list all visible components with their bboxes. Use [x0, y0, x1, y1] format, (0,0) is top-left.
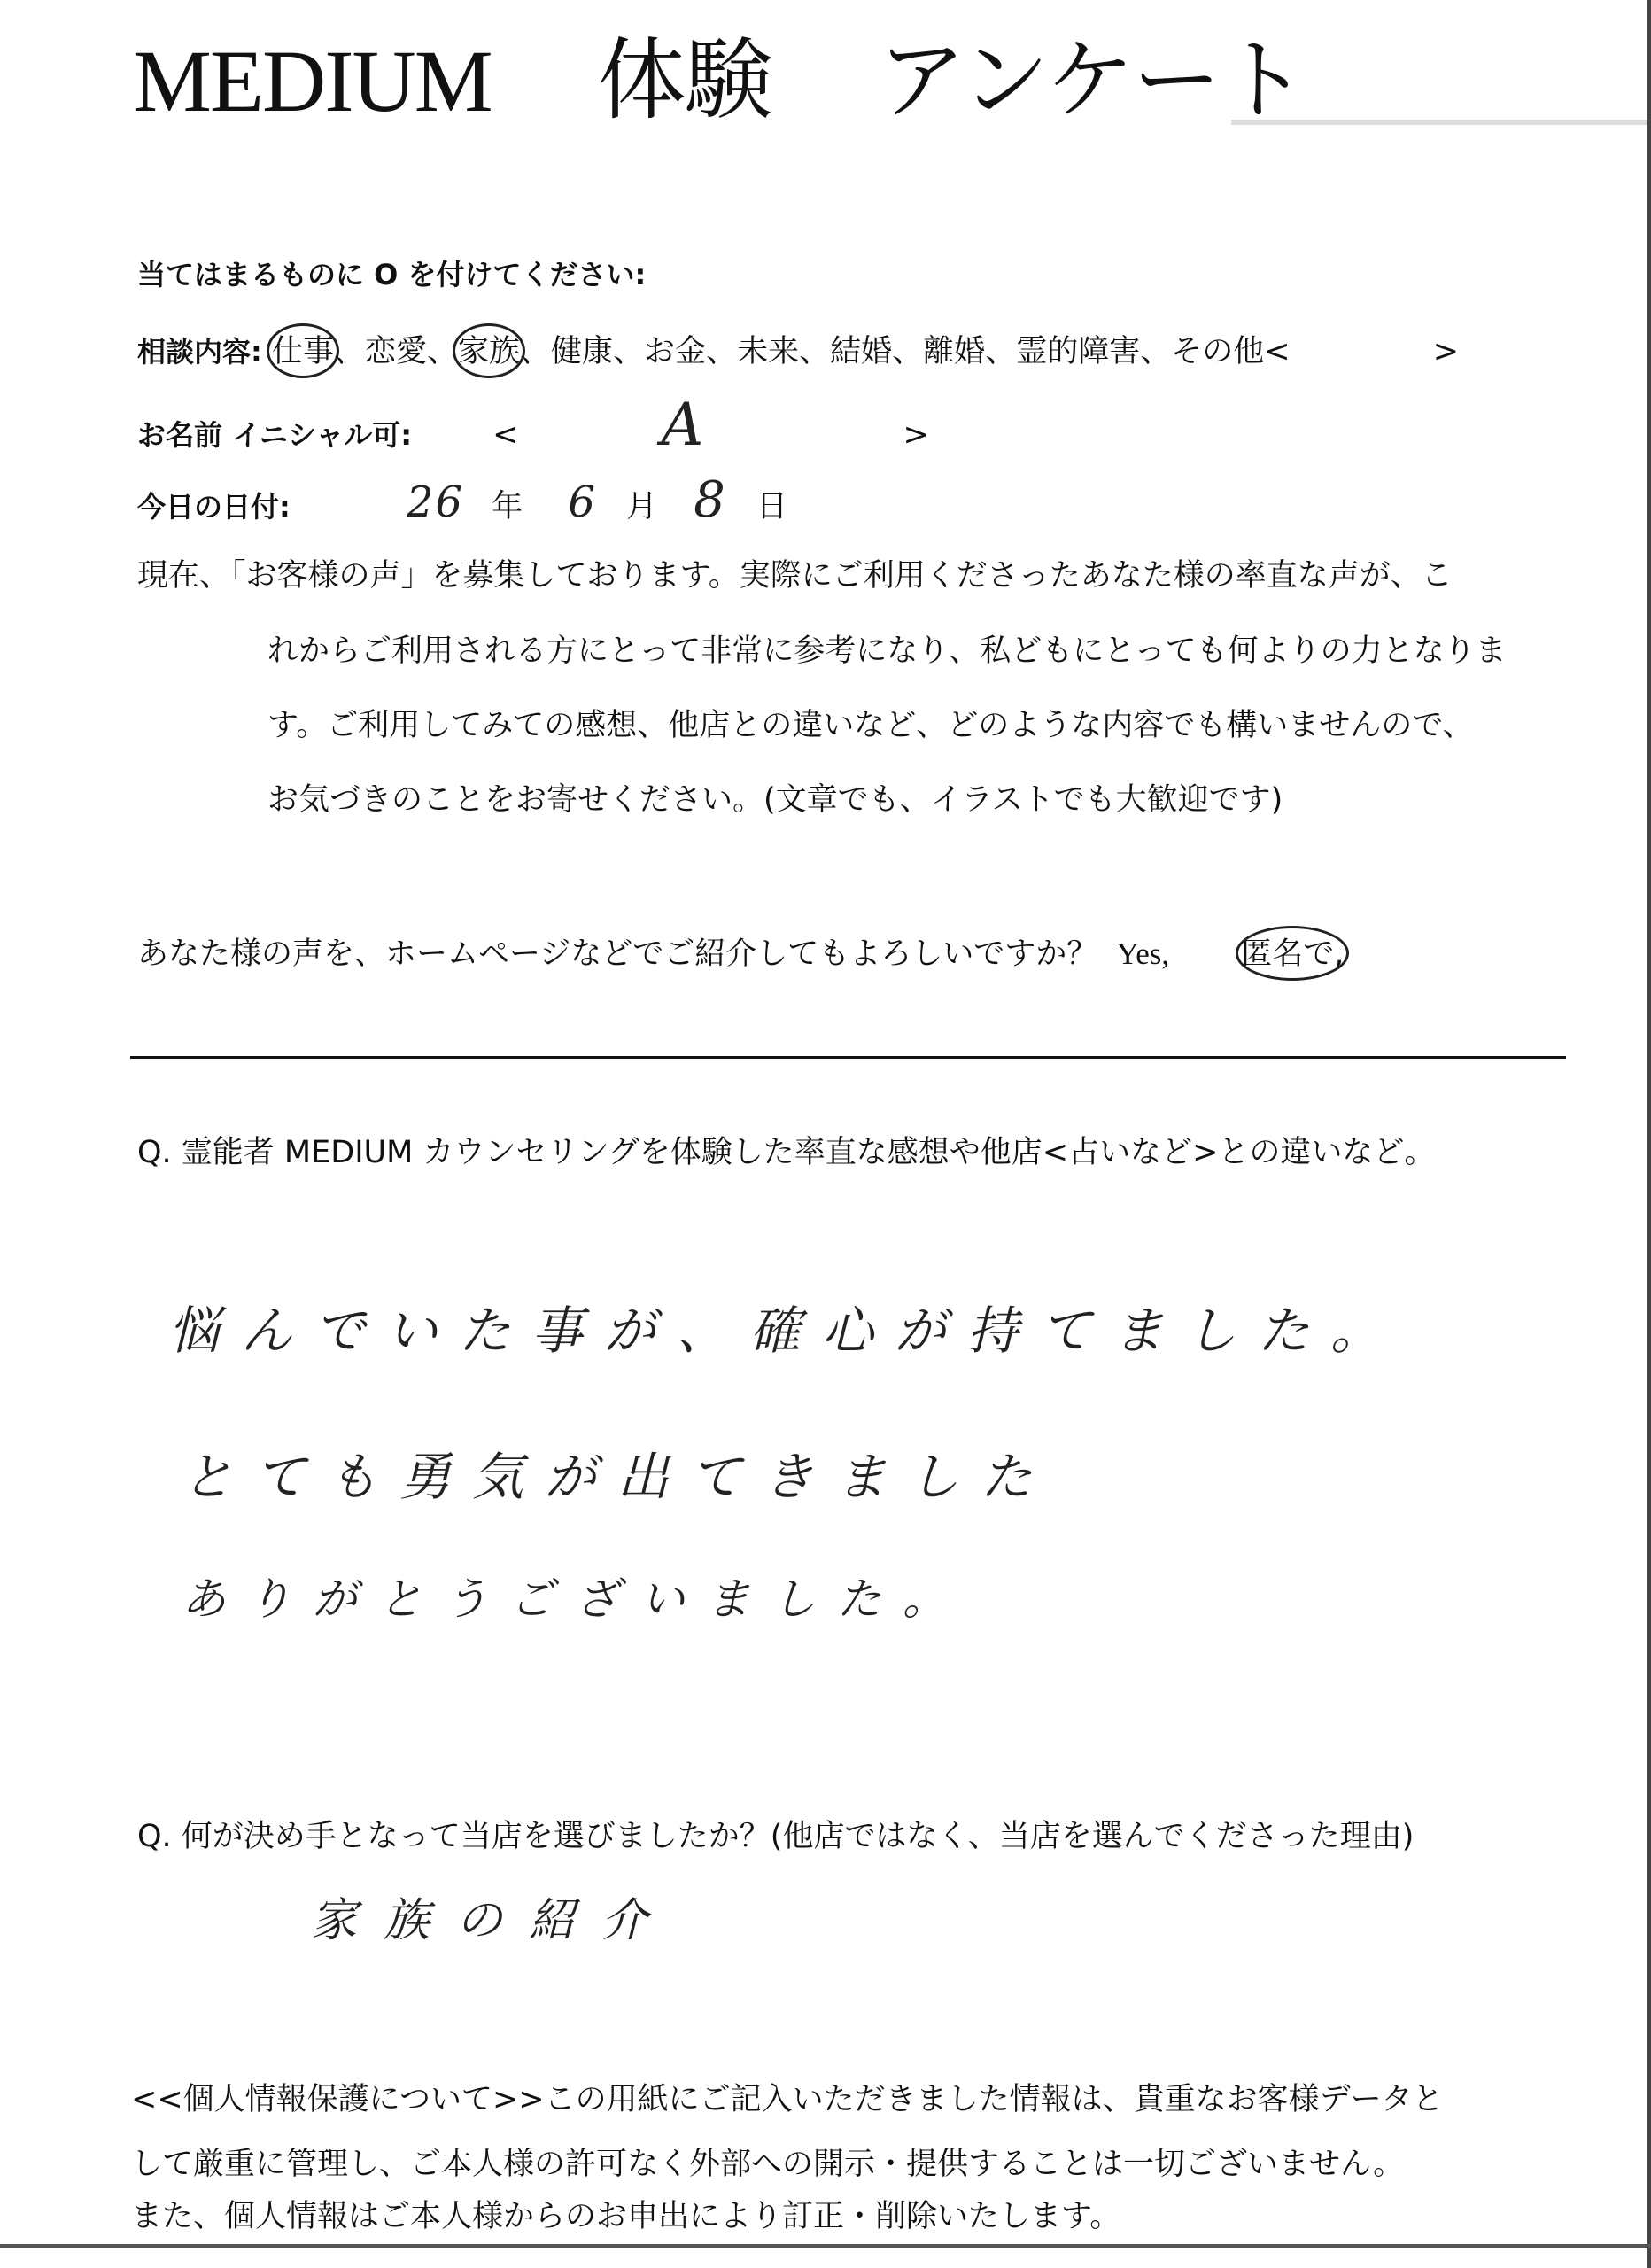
date-month: 6 [568, 478, 616, 527]
consultation-option[interactable]: 家族 [458, 334, 521, 369]
date-day-unit: 日 [756, 489, 787, 524]
consultation-option[interactable]: お金 [644, 334, 707, 369]
instructions: 当てはまるものに O を付けてください: [137, 258, 647, 291]
separator: 、 [333, 334, 365, 369]
scan-edge-bottom [0, 2244, 1651, 2248]
q2-answer: 家族の紹介 [311, 1894, 675, 1947]
date-row [137, 471, 787, 529]
separator: 、 [985, 334, 1017, 369]
consultation-label: 相談内容: [137, 335, 262, 369]
name-open: < [492, 417, 519, 453]
separator: 、 [799, 334, 831, 369]
separator: 、 [427, 334, 459, 369]
q1-answer-line: 悩んでいた事が、確心が持てました。 [168, 1301, 1404, 1361]
name-label: お名前 イニシャル可: [137, 418, 413, 452]
date-day: 8 [694, 471, 747, 529]
q1-answer-line: とても勇気が出てきました [182, 1447, 1054, 1507]
consultation-option[interactable]: 霊的障害 [1016, 334, 1141, 369]
page-title [133, 9, 1413, 136]
title-word2: アンケート [877, 32, 1306, 130]
consultation-option[interactable]: 結婚 [830, 334, 893, 369]
intro-line: お気づきのことをお寄せください。(文章でも、イラストでも大歓迎です) [267, 782, 1283, 818]
separator: 、 [1140, 334, 1172, 369]
privacy-line: また、個人情報はご本人様からのお申出により訂正・削除いたします。 [131, 2199, 1121, 2234]
consent-question: あなた様の声を、ホームページなどでご紹介してもよろしいですか？ [137, 936, 1098, 972]
separator: 、 [892, 334, 924, 369]
name-row [137, 391, 929, 459]
consent-row [137, 935, 1344, 974]
consultation-option[interactable]: 恋愛 [364, 334, 427, 369]
privacy-line: <<個人情報保護について>>この用紙にご記入いただきました情報は、貴重なお客様データと [131, 2082, 1444, 2117]
q1-answer-line: ありがとうございました。 [182, 1573, 968, 1625]
consultation-option[interactable]: 未来 [737, 334, 800, 369]
date-label: 今日の日付: [137, 490, 291, 524]
consultation-option[interactable]: その他< [1171, 334, 1291, 369]
separator: 、 [613, 334, 645, 369]
separator: 、 [706, 334, 738, 369]
consent-yes[interactable]: Yes, [1116, 936, 1170, 971]
date-year: 26 [406, 478, 465, 527]
consultation-option[interactable]: 仕事 [271, 334, 334, 369]
separator: 、 [520, 334, 552, 369]
consent-anonymous-circled[interactable]: 匿名で, [1241, 936, 1345, 972]
consultation-option[interactable]: 健康 [551, 334, 614, 369]
title-word1: 体験 [597, 32, 771, 130]
consultation-options [272, 334, 1291, 369]
date-month-unit: 月 [626, 489, 658, 524]
divider [130, 1056, 1566, 1059]
date-year-unit: 年 [492, 489, 523, 524]
q1-question: Q. 霊能者 MEDIUM カウンセリングを体験した率直な感想や他店<占いなど>との違いなど。 [137, 1135, 1436, 1170]
name-close: > [903, 417, 929, 453]
intro-line: 現在、「お客様の声」を募集しております。実際にご利用くださったあなた様の率直な声が、こ [137, 558, 1453, 594]
scan-edge [1647, 0, 1651, 2268]
intro-line: れからご利用される方にとって非常に参考になり、私どもにとっても何よりの力となりま [267, 633, 1507, 669]
intro-line: す。ご利用してみての感想、他店との違いなど、どのような内容でも構いませんので、 [267, 708, 1474, 743]
consultation-option[interactable]: 離婚 [923, 334, 986, 369]
name-value: A [661, 391, 725, 459]
q2-question: Q. 何が決め手となって当店を選びましたか？(他店ではなく、当店を選んでくださった理由) [137, 1819, 1415, 1854]
title-brand: MEDIUM [133, 32, 492, 130]
other-close: > [1432, 334, 1460, 369]
consultation-row [137, 332, 1459, 371]
privacy-line: して厳重に管理し、ご本人様の許可なく外部への開示・提供することは一切ございません。 [131, 2147, 1405, 2182]
